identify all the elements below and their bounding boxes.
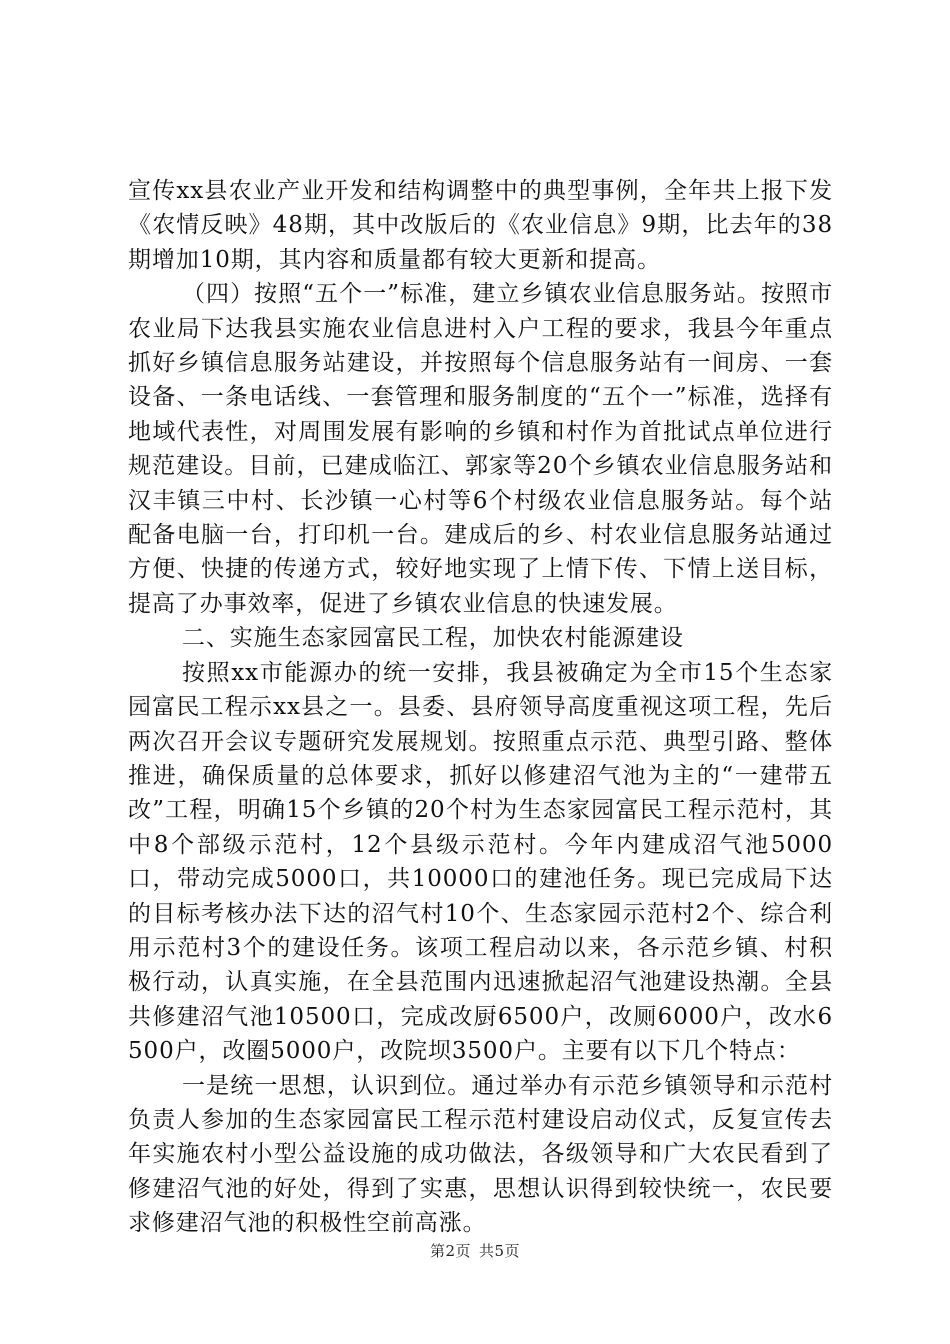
paragraph-eco-homestead: 按照xx市能源办的统一安排，我县被确定为全市15个生态家园富民工程示xx县之一。县委、县府领导高度重视这项工程，先后两次召开会议专题研究发展规划。按照重点示范、典型引路、整体推进，确保质量的总体要求，抓好以修建沼气池为主的“一建带五改”工程，明确15个乡镇的20个村为生态家园富民工程示范村，其中8个部级示范村，12个县级示范村。今年内建成沼气池5000口，带动完成5000口，共10000口的建池任务。现已完成局下达的目标考核办法下达的沼气村10个、生态家园示范村2个、综合利用示范村3个的建设任务。该项工程启动以来，各示范乡镇、村积极行动，认真实施，在全县范围内迅速掀起沼气池建设热潮。全县共修建沼气池10500口，完成改厨6500户，改厕6000户，改水6500户，改圈5000户，改院坝3500户。主要有以下几个特点： [128, 659, 833, 1065]
page-total: 共5页 [479, 1242, 521, 1260]
paragraph-info-service-stations: （四）按照“五个一”标准，建立乡镇农业信息服务站。按照市农业局下达我县实施农业信息进村入户工程的要求，我县今年重点抓好乡镇信息服务站建设，并按照每个信息服务站有一间房、一套设备、一条电话线、一套管理和服务制度的“五个一”标准，选择有地域代表性，对周围发展有影响的乡镇和村作为首批试点单位进行规范建设。目前，已建成临江、郭家等20个乡镇农业信息服务站和汉丰镇三中村、长沙镇一心村等6个村级农业信息服务站。每个站配备电脑一台，打印机一台。建成后的乡、村农业信息服务站通过方便、快捷的传递方式，较好地实现了上情下传、下情上送目标，提高了办事效率，促进了乡镇农业信息的快速发展。 [128, 281, 833, 617]
page-footer [0, 1240, 950, 1261]
paragraph-continuation: 宣传xx县农业产业开发和结构调整中的典型事例，全年共上报下发《农情反映》48期，其中改版后的《农业信息》9期，比去年的38期增加10期，其内容和质量都有较大更新和提高。 [128, 178, 833, 273]
paragraph-unified-thinking: 一是统一思想，认识到位。通过举办有示范乡镇领导和示范村负责人参加的生态家园富民工程示范村建设启动仪式，反复宣传去年实施农村小型公益设施的成功做法，各级领导和广大农民看到了修建沼气池的好处，得到了实惠，思想认识得到较快统一，农民要求修建沼气池的积极性空前高涨。 [128, 1072, 833, 1237]
document-body [128, 174, 833, 1241]
section-heading: 二、实施生态家园富民工程，加快农村能源建设 [182, 625, 684, 652]
page-number: 第2页 [429, 1242, 471, 1260]
